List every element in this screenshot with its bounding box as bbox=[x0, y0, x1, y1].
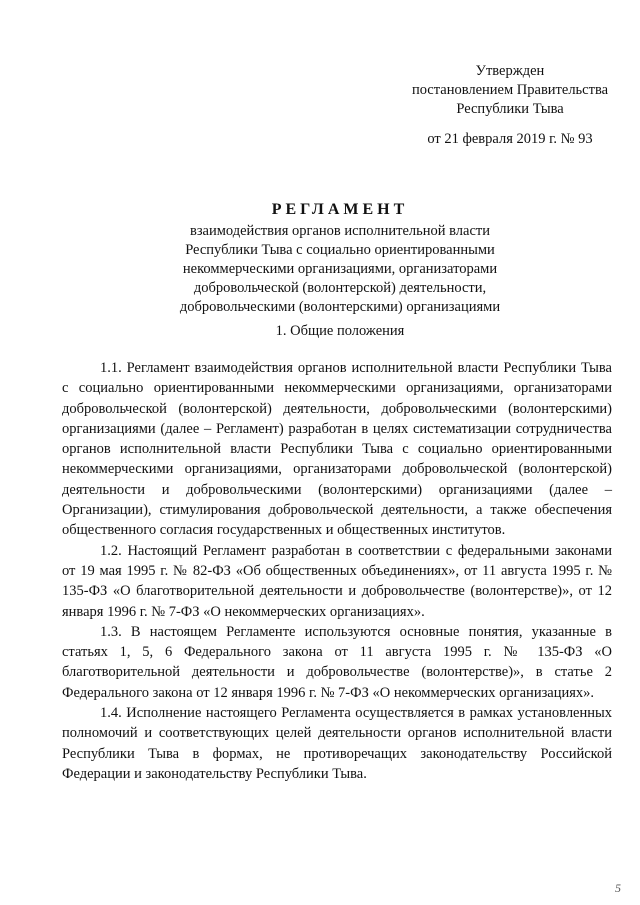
approval-line-resolution: постановлением Правительства bbox=[411, 82, 609, 98]
document-title-block bbox=[90, 200, 590, 317]
subtitle-line: Республики Тыва с социально ориентированными bbox=[185, 242, 495, 258]
approval-line-approved: Утвержден bbox=[475, 63, 545, 79]
subtitle-line: добровольческими (волонтерскими) организациями bbox=[179, 299, 501, 315]
document-body bbox=[62, 358, 612, 784]
document-subtitle bbox=[90, 222, 590, 317]
paragraph-1-2: 1.2. Настоящий Регламент разработан в соответствии с федеральными законами от 19 мая 1995 г. № 82-ФЗ «Об общественных объединениях», от 11 августа 1995 г. № 135-ФЗ «О благотворительной деятельности и добровольчестве (волонтерстве)», от 12 января 1996 г. № 7-ФЗ «О некоммерческих организациях». bbox=[62, 542, 612, 620]
approval-date: от 21 февраля 2019 г. № 93 bbox=[427, 131, 593, 147]
paragraph-1-3: 1.3. В настоящем Регламенте используются основные понятия, указанные в статьях 1, 5, 6 Федерального закона от 11 августа 1995 г. № 135-ФЗ «О благотворительной деятельности и добровольчестве (волонтерстве)», в статье 2 Федерального закона от 12 января 1996 г. № 7-ФЗ «О некоммерческих организациях». bbox=[62, 623, 612, 701]
paragraph-1-4: 1.4. Исполнение настоящего Регламента осуществляется в рамках установленных полномочий и соответствующих целей деятельности органов исполнительной власти Республики Тыва в формах, не противоречащих законодательству Российской Федерации и законодательству Республики Тыва. bbox=[62, 705, 612, 782]
paragraph-1-1: 1.1. Регламент взаимодействия органов исполнительной власти Республики Тыва с социально ориентированными некоммерческими организациями, организаторами добровольческой (волонтерской) деятельности, добровольческими (волонтерскими) организациями (далее – Регламент) разработан в целях систематизации сотрудничества органов исполнительной власти Республики Тыва с социально ориентированными некоммерческими организациями, организаторами добровольческой (волонтерской) деятельности и добровольческими (волонтерскими) организациями (далее – Организации), стимулирования добровольческой деятельности, а также обеспечения общественного согласия государственных и общественных институтов. bbox=[62, 360, 612, 539]
page-number-mark: 5 bbox=[615, 881, 621, 895]
approval-line-republic: Республики Тыва bbox=[456, 101, 564, 117]
subtitle-line: некоммерческими организациями, организаторами bbox=[182, 261, 498, 277]
subtitle-line: добровольческой (волонтерской) деятельности, bbox=[193, 280, 487, 296]
document-title: РЕГЛАМЕНТ bbox=[271, 201, 409, 218]
section-heading: 1. Общие положения bbox=[275, 323, 405, 339]
subtitle-line: взаимодействия органов исполнительной власти bbox=[189, 223, 491, 239]
approval-stamp bbox=[400, 62, 620, 149]
